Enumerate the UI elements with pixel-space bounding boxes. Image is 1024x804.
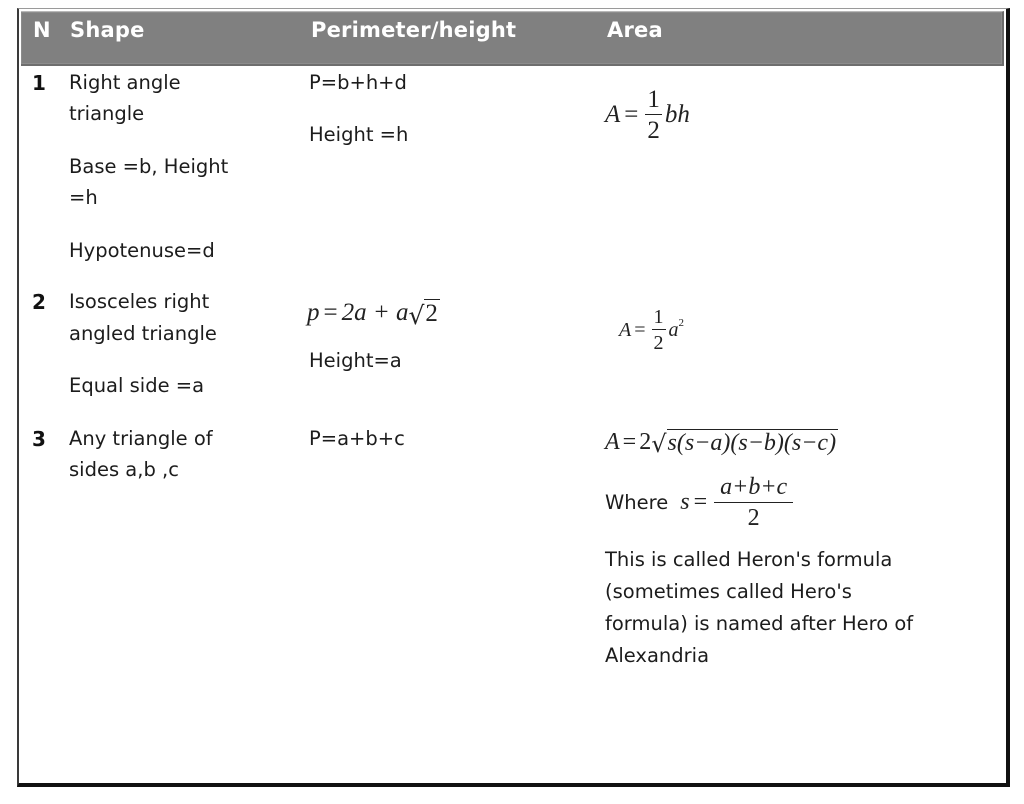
shape-name: sides a,b ,c	[69, 458, 179, 481]
row-number: 3	[32, 427, 46, 451]
equals-sign: =	[624, 101, 639, 128]
note-text: formula) is named after Hero of	[605, 612, 914, 635]
note-text: (sometimes called Hero's	[605, 580, 852, 603]
row-number: 2	[32, 290, 46, 314]
row-number: 1	[32, 71, 46, 95]
perimeter-formula: P=b+h+d	[309, 71, 407, 94]
equals-sign: =	[622, 429, 637, 456]
fraction: $\frac{1}{2}$	[653, 306, 664, 354]
shape-name: Right angle	[69, 71, 181, 94]
shape-name: triangle	[69, 102, 145, 125]
exponent: 2	[678, 317, 684, 329]
shape-dimension: Equal side =a	[69, 374, 205, 397]
area-formula: A = $\frac{1}{2}$ a $^2$	[619, 306, 684, 354]
area-formula	[605, 87, 690, 143]
equals-sign: =	[323, 299, 338, 327]
shape-dimension: =h	[69, 186, 98, 209]
area-symbol: A	[605, 429, 620, 456]
area-symbol: A	[605, 101, 621, 128]
header-shape: Shape	[70, 18, 145, 42]
table-header	[21, 11, 1004, 66]
radical-sign-icon: √	[651, 430, 667, 459]
shape-dimension: Hypotenuse=d	[69, 239, 215, 262]
square-root: √ s(s−a)(s−b)(s−c)	[651, 430, 837, 459]
area-symbol: A	[619, 318, 632, 341]
fraction: $\frac{1}{2}$	[647, 86, 660, 144]
note-text: This is called Heron's formula	[605, 548, 893, 571]
equals-sign: =	[634, 318, 646, 341]
shape-name: Any triangle of	[69, 427, 213, 450]
formula-table	[17, 8, 1010, 787]
equals-sign: =	[693, 489, 708, 515]
height-value: Height=a	[309, 349, 402, 372]
shape-name: Isosceles right	[69, 290, 210, 313]
where-label: Where	[605, 490, 669, 514]
semi-perimeter-formula: s = $\frac{a+b+c}{2}$	[680, 475, 796, 530]
fraction: $\frac{a+b+c}{2}$	[714, 475, 793, 530]
header-perimeter: Perimeter/height	[311, 18, 517, 42]
area-formula: A = 2 √ s(s−a)(s−b)(s−c)	[605, 429, 837, 459]
semi-perimeter-definition	[605, 475, 796, 530]
note-text: Alexandria	[605, 644, 710, 667]
area-variables: bh	[664, 101, 690, 128]
header-area: Area	[607, 18, 663, 42]
perimeter-formula: P=a+b+c	[309, 427, 405, 450]
header-n: N	[33, 18, 51, 42]
radical-sign-icon: √	[408, 300, 425, 330]
shape-name: angled triangle	[69, 322, 217, 345]
perimeter-formula: p = 2a + a √ 2	[307, 299, 438, 330]
shape-dimension: Base =b, Height	[69, 155, 229, 178]
square-root: √ 2	[408, 300, 438, 330]
height-value: Height =h	[309, 123, 409, 146]
